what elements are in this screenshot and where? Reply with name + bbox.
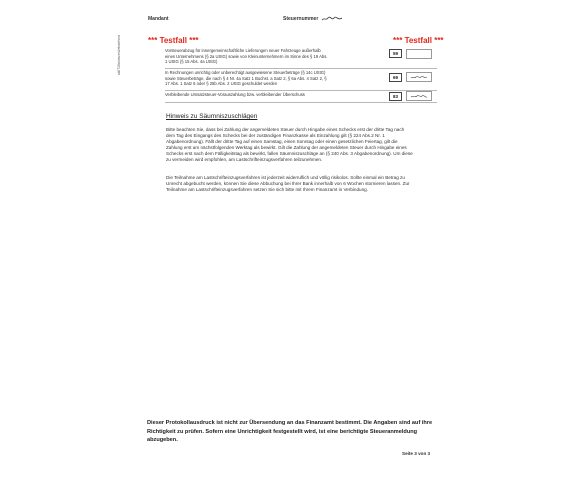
page-number: Seite 3 von 3 — [402, 451, 431, 456]
row-description — [165, 70, 361, 87]
mandant-label: Mandant — [148, 16, 169, 22]
footer-disclaimer: Dieser Protokollausdruck ist nicht zur Übersendung an das Finanzamt bestimmt. Die Angaben sind auf ihre Richtigkeit zu prüfen. Sofern eine Unrichtigkeit festgestellt wird, ist eine berichtigte Steueranmeldung abzugeben. — [147, 420, 433, 443]
row-line: Vorsteuerabzug für innergemeinschaftliche Lieferungen neuer Fahrzeuge außerhalb — [165, 48, 321, 53]
steuernummer-label: Steuernummer — [283, 16, 319, 22]
table-row — [165, 91, 437, 103]
hint-paragraph: Die Teilnahme am Lastschrifteinzugsverfahren ist jederzeit widerruflich und völlig risikolos. Sollte einmal ein Betrag zu Unrecht abgebucht werden, können Sie diese Abbuchung bei Ihrer Bank innerhalb von 6 Wochen stornieren lassen. Zur Teilnahme am Lastschrifteinzugsverfahren setzen Sie sich bitte mit Ihrem Finanzamt in Verbindung. — [166, 175, 410, 192]
handwritten-value-icon — [410, 94, 428, 99]
kennzahl-box: 83 — [389, 92, 402, 101]
handwritten-value-field — [406, 91, 432, 101]
hint-title: Hinweis zu Säumniszuschlägen — [166, 113, 258, 120]
handwritten-steuernummer-icon — [321, 16, 343, 22]
row-line: In Rechnungen unrichtig oder unberechtigt ausgewiesene Steuerbeträge (§ 14c UStG) — [165, 70, 326, 75]
row-description — [165, 92, 361, 98]
table-row — [165, 47, 437, 69]
value-field — [406, 49, 432, 59]
handwritten-value-field — [406, 72, 432, 82]
testfall-marker-right: *** Testfall *** — [393, 36, 444, 45]
row-line: 17 Abs. 1 Satz 6 oder § 25b Abs. 2 UStG geschuldet werden — [165, 81, 278, 86]
steuernummer-header — [283, 16, 343, 22]
side-form-code: ab0715b/steuer/d/elsterform — [117, 35, 121, 75]
hint-paragraph: Bitte beachten Sie, dass bei Zahlung der angemeldeten Steuer durch Hingabe eines Schecks erst der dritte Tag nach dem Tag des Eingangs des Schecks bei der zuständigen Finanzkasse als Einzahlung gilt (§ 224 Abs.2 Nr. 1 Abgabenordnung). Fällt der dritte Tag auf einen Samstag, einen Sonntag oder einen gesetzlichen Feiertag, gilt die Zahlung erst am nächstfolgenden Werktag als bewirkt. Gilt die Zahlung der angemeldeten Steuer durch Hingabe eines Schecks erst nach dem Fälligkeitstag als bewirkt, fallen Säumniszuschläge an (§ 240 Abs. 3 Abgabenordnung). Um diese zu vermeiden wird empfohlen, am Lastschrifteinzugsverfahren teilzunehmen. — [166, 127, 413, 162]
row-line: Verbleibende Umsatzsteuer-Vorauszahlung bzw. verbleibender Überschuss — [165, 92, 305, 97]
handwritten-value-icon — [410, 75, 428, 80]
testfall-marker-left: *** Testfall *** — [148, 36, 199, 45]
row-line: 1 UStG (§ 15 Abs. 4a UStG) — [165, 59, 218, 64]
row-line: eines Unternehmens (§ 2a UStG) sowie von Kleinunternehmern im Sinne des § 19 Abs. — [165, 53, 328, 59]
row-description — [165, 48, 361, 65]
kennzahl-table — [165, 47, 437, 103]
row-line: sowie Steuerbeträge, die nach § 4 Nr. 4a Satz 1 Buchst. a Satz 2, § 6a Abs. 4 Satz 2, § — [165, 75, 327, 81]
kennzahl-box: 59 — [389, 49, 402, 58]
kennzahl-box: 69 — [389, 73, 402, 82]
table-row — [165, 69, 437, 91]
